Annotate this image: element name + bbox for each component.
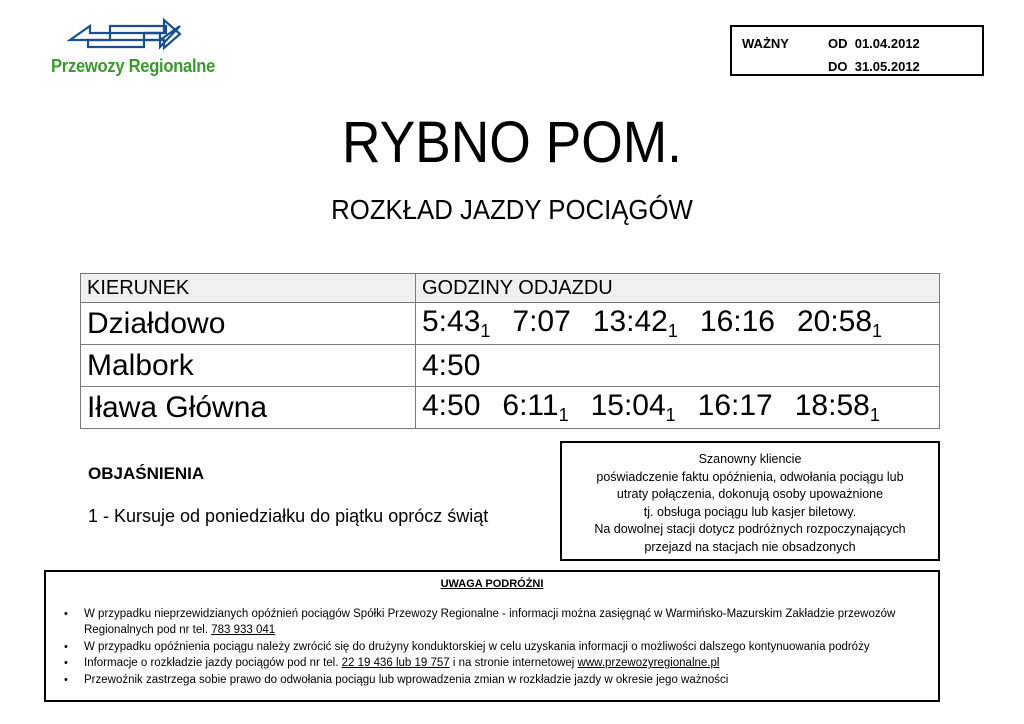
- list-item: [64, 606, 938, 639]
- warning-text: W przypadku nieprzewidzianych opóźnień pociągów Spółki Przewozy Regionalne - informacji można zasięgnąć w Warmińsko-Mazurskim Zakładzie przewozów Regionalnych pod nr tel.: [84, 608, 896, 637]
- validity-from: OD 01.04.2012: [828, 36, 920, 51]
- departure-times-cell: [416, 345, 940, 387]
- departure-time: 7:07: [512, 305, 571, 338]
- direction-cell: Działdowo: [81, 303, 416, 345]
- passenger-warning-box: [44, 570, 940, 702]
- departure-time: 4:50: [422, 389, 481, 422]
- table-row: [81, 345, 940, 387]
- departure-time: $20:58_1$: [796, 305, 883, 341]
- bullet-icon: •: [64, 657, 68, 670]
- departure-time: $13:42_1$: [592, 305, 678, 341]
- validity-box: [730, 25, 984, 76]
- explanations-title: OBJAŚNIENIA: [88, 464, 205, 483]
- phone-link[interactable]: 783 933 041: [211, 624, 276, 637]
- footnote-marker: 1: [480, 321, 491, 341]
- table-row: [81, 303, 940, 345]
- footnote-marker: 1: [667, 321, 678, 341]
- list-item: [64, 639, 938, 655]
- warning-text: i na stronie internetowej: [449, 657, 578, 670]
- notice-line: Na dowolnej stacji dotycz podróżnych rozpoczynających: [594, 522, 906, 537]
- logo-text: Przewozy Regionalne: [51, 56, 216, 76]
- customer-notice-box: [560, 441, 940, 561]
- column-header-direction: KIERUNEK: [81, 274, 416, 303]
- direction-cell: Malbork: [81, 345, 416, 387]
- notice-line: Szanowny kliencie: [698, 452, 802, 466]
- list-item: [64, 672, 938, 688]
- departure-time: $5:43_1$: [422, 305, 491, 341]
- list-item: [64, 655, 938, 671]
- website-link[interactable]: www.przewozyregionalne.pl: [577, 657, 720, 670]
- footnote-marker: 1: [665, 405, 676, 425]
- notice-line: przejazd na stacjach nie obsadzonych: [644, 539, 856, 554]
- warning-title: UWAGA PODRÓŻNI: [440, 578, 544, 590]
- warning-text: W przypadku opóźnienia pociągu należy zwrócić się do drużyny konduktorskiej w celu uzyskania informacji o możliwości dalszego kontynuowania podróży: [84, 640, 870, 653]
- table-row: [81, 387, 940, 429]
- departure-time: 16:16: [699, 305, 775, 338]
- departure-times-cell: [416, 303, 940, 345]
- departure-time: $6:11_1$: [502, 389, 569, 425]
- validity-to: DO 31.05.2012: [828, 59, 920, 74]
- departure-times-cell: [416, 387, 940, 429]
- notice-line: tj. obsługa pociągu lub kasjer biletowy.: [643, 504, 857, 519]
- timetable-header-row: [81, 274, 940, 303]
- warning-text: Informacje o rozkładzie jazdy pociągów pod nr tel.: [84, 657, 342, 670]
- departure-time: $18:58_1$: [794, 389, 880, 425]
- direction-cell: Iława Główna: [81, 387, 416, 429]
- notice-line: utraty połączenia, dokonują osoby upoważnione: [616, 487, 884, 502]
- footnote-marker: 1: [872, 321, 883, 341]
- page-subtitle: ROZKŁAD JAZDY POCIĄGÓW: [331, 194, 693, 225]
- departure-time: 4:50: [422, 348, 481, 382]
- bullet-icon: •: [64, 608, 68, 620]
- warning-text: Przewoźnik zastrzega sobie prawo do odwołania pociągu lub wprowadzenia zmian w rozkładzie jazdy w okresie jego ważności: [84, 673, 729, 686]
- footnote-marker: 1: [869, 405, 880, 425]
- footnote-marker: 1: [558, 405, 569, 425]
- bullet-icon: •: [64, 673, 68, 686]
- bullet-icon: •: [64, 640, 68, 653]
- notice-line: poświadczenie faktu opóźnienia, odwołania pociągu lub: [596, 469, 904, 484]
- departure-time: 16:17: [697, 389, 773, 422]
- warning-list: [46, 606, 938, 688]
- station-title: RYBNO POM.: [342, 110, 682, 175]
- timetable: [80, 273, 940, 429]
- explanation-note: 1 - Kursuje od poniedziałku do piątku oprócz świąt: [88, 506, 489, 526]
- arrows-logo-icon: [48, 12, 208, 58]
- phone-link[interactable]: 22 19 436 lub 19 757: [341, 657, 450, 670]
- departure-time: $15:04_1$: [590, 389, 676, 425]
- column-header-times: GODZINY ODJAZDU: [416, 274, 940, 303]
- validity-label: WAŻNY: [742, 36, 789, 51]
